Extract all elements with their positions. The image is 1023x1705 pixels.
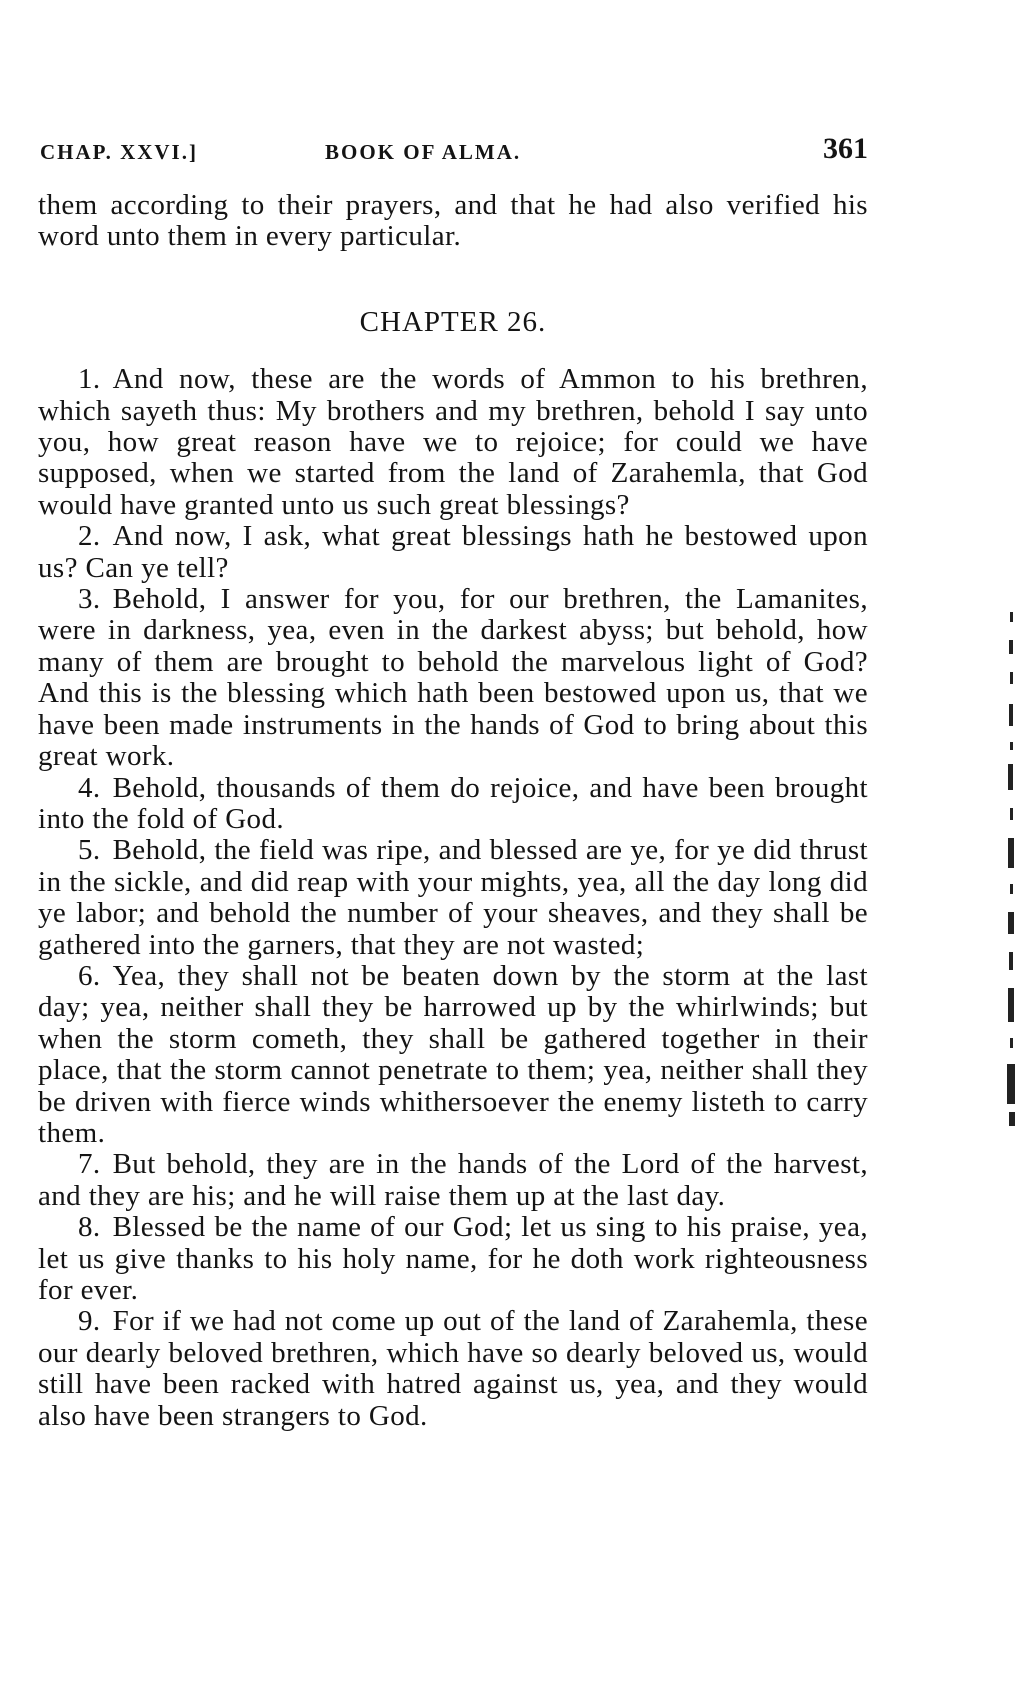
book-title: BOOK OF ALMA. [325,140,522,164]
verse [38,1212,868,1306]
chapter-heading: CHAPTER 26. [359,305,547,338]
verse-number: 6. [78,959,101,992]
verse-number: 2. [78,520,101,553]
verse [38,835,868,961]
verse-number: 9. [78,1305,101,1338]
verse [38,521,868,584]
verse-text: Behold, I answer for you, for our brethren, the Lamanites, were in darkness, yea, even in the darkest abyss; but behold, how many of them are brought to behold the marvelous light of God? And this is the blessing which hath been bestowed upon us, that we have been made instruments in the hands of God to bring about this great work. [38,583,868,773]
verse-text: Blessed be the name of our God; let us sing to his praise, yea, let us give thanks to his holy name, for he doth work righteousness for ever. [38,1211,868,1306]
verse-text: For if we had not come up out of the land of Zarahemla, these our dearly beloved brethren, which have so dearly beloved us, would still have been racked with hatred against us, yea, and they would also have been strangers to God. [38,1305,868,1432]
verse [38,1149,868,1212]
verse-text: Behold, thousands of them do rejoice, and have been brought into the fold of God. [38,771,868,835]
verse [38,773,868,836]
lead-paragraph: them according to their prayers, and that he had also verified his word unto them in every particular. [38,189,868,253]
verse-text: And now, I ask, what great blessings hath he bestowed upon us? Can ye tell? [38,520,868,584]
running-header [40,132,868,168]
verse-text: Yea, they shall not be beaten down by the storm at the last day; yea, neither shall they be harrowed up by the whirlwinds; but when the storm cometh, they shall be gathered together in their place, that the storm cannot penetrate to them; yea, neither shall they be driven with fierce winds whithersoever the enemy listeth to carry them. [38,959,868,1149]
verse-number: 1. [78,363,101,396]
verse-number: 4. [78,771,101,804]
verse-number: 7. [78,1148,101,1181]
margin-stamp-marks [1004,612,1023,1142]
verse-number: 3. [78,583,101,616]
verse-number: 8. [78,1211,101,1244]
verse [38,961,868,1149]
verse-text: And now, these are the words of Ammon to his brethren, which sayeth thus: My brothers and my brethren, behold I say unto you, how great reason have we to rejoice; for could we have supposed, when we started from the land of Zarahemla, that God would have granted unto us such great blessings? [38,363,868,521]
verse [38,364,868,521]
verse-text: Behold, the field was ripe, and blessed are ye, for ye did thrust in the sickle, and did reap with your mights, yea, all the day long did ye labor; and behold the number of your sheaves, and they shall be gathered into the garners, that they are not wasted; [38,834,868,961]
verse-text: But behold, they are in the hands of the Lord of the harvest, and they are his; and he will raise them up at the last day. [38,1148,868,1212]
page-number: 361 [823,132,868,165]
verse [38,1306,868,1432]
margin-stamp-graphic [1004,612,1023,1142]
verse-number: 5. [78,834,101,867]
verse [38,584,868,772]
page-body [38,190,868,1432]
chapter-label: CHAP. XXVI.] [40,140,198,164]
